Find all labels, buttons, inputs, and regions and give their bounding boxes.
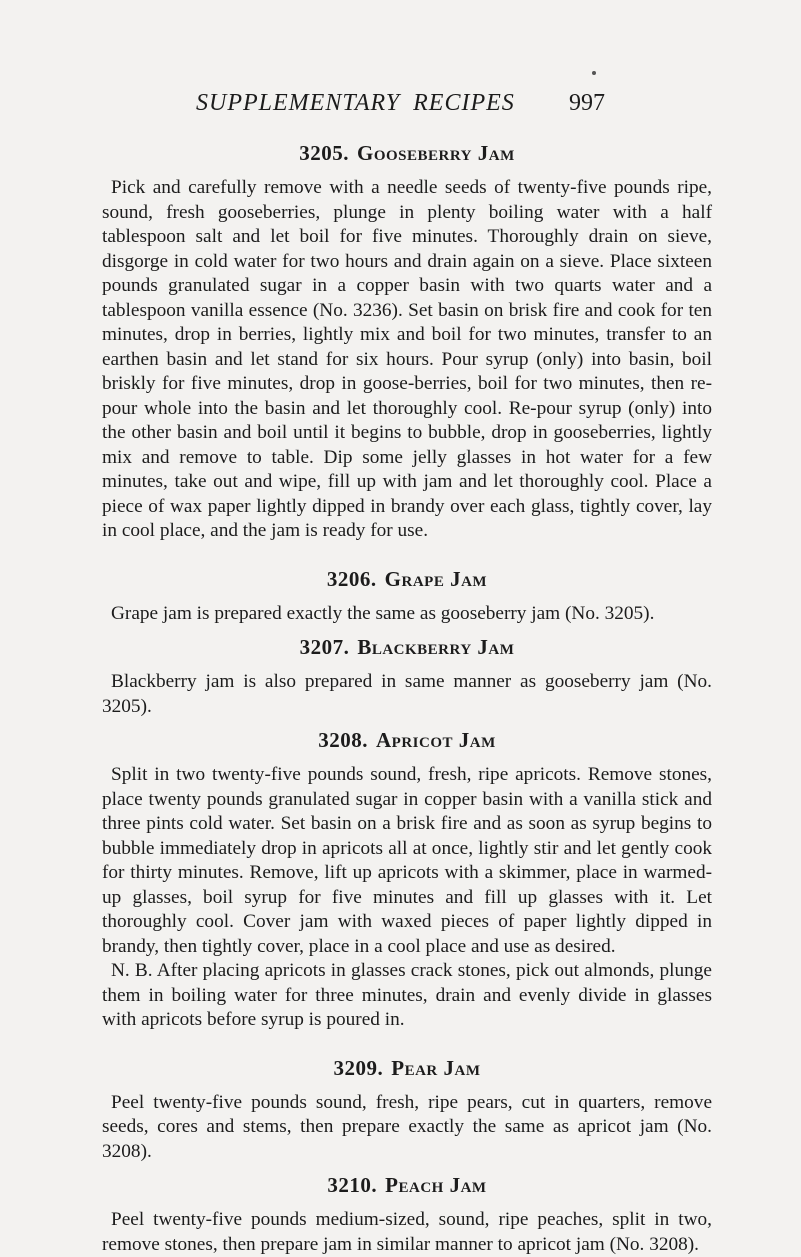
running-title: SUPPLEMENTARY RECIPES bbox=[196, 90, 515, 116]
recipe-number: 3208. bbox=[318, 728, 368, 752]
recipe-name: Apricot Jam bbox=[376, 728, 496, 752]
recipe-note: N. B. After placing apricots in glasses crack stones, pick out almonds, plunge them in boiling water for three minutes, drain and evenly divide in glasses with apricots before syrup is poured in. bbox=[102, 960, 712, 1030]
recipe-blackberry-jam bbox=[102, 634, 712, 719]
recipe-text-block bbox=[102, 140, 712, 1257]
recipe-number: 3206. bbox=[326, 566, 377, 591]
recipe-name: Blackberry Jam bbox=[357, 635, 515, 659]
recipe-number: 3207. bbox=[299, 635, 350, 659]
recipe-number: 3210. bbox=[327, 1173, 378, 1197]
recipe-name: Grape Jam bbox=[384, 566, 488, 591]
print-speck bbox=[592, 71, 596, 75]
recipe-name: Pear Jam bbox=[391, 1055, 481, 1080]
recipe-paragraph: Peel twenty-five pounds medium-sized, sound, ripe peaches, split in two, remove stones, then prepare jam in similar manner to apricot jam (No. 3208). bbox=[102, 1209, 712, 1255]
recipe-pear-jam bbox=[102, 1055, 712, 1165]
recipe-title bbox=[102, 566, 712, 592]
recipe-apricot-jam bbox=[102, 727, 712, 1033]
recipe-paragraph: Split in two twenty-five pounds sound, fresh, ripe apricots. Remove stones, place twenty pounds granulated sugar in copper basin with a vanilla stick and three pints cold water. Set basin on a brisk fire and as soon as syrup begins to bubble immediately drop in apricots all at once, lightly stir and let gently cook for thirty minutes. Remove, lift up apricots with a skimmer, place in warmed-up glasses, boil syrup for five minutes and fill up glasses with it. Let thoroughly cool. Cover jam with waxed pieces of paper lightly dipped in brandy, then tightly cover, place in a cool place and use as desired. bbox=[102, 764, 712, 957]
recipe-title bbox=[102, 140, 712, 166]
recipe-name: Gooseberry Jam bbox=[357, 141, 515, 165]
recipe-name: Peach Jam bbox=[385, 1173, 487, 1197]
recipe-peach-jam bbox=[102, 1172, 712, 1257]
recipe-paragraph: Grape jam is prepared exactly the same as gooseberry jam (No. 3205). bbox=[111, 602, 655, 624]
recipe-title bbox=[102, 1172, 712, 1198]
recipe-gooseberry-jam bbox=[102, 140, 712, 544]
recipe-number: 3205. bbox=[299, 141, 349, 165]
recipe-grape-jam bbox=[102, 566, 712, 627]
recipe-paragraph: Blackberry jam is also prepared in same manner as gooseberry jam (No. 3205). bbox=[102, 671, 712, 717]
recipe-title bbox=[102, 1055, 712, 1081]
recipe-paragraph: Pick and carefully remove with a needle seeds of twenty-five pounds ripe, sound, fresh gooseberries, plunge in plenty boiling water with a half tablespoon salt and let boil for five minutes. Thoroughly drain on sieve, disgorge in cold water for two hours and drain again on a sieve. Place sixteen pounds granulated sugar in a copper basin with two quarts water and a tablespoon vanilla essence (No. 3236). Set basin on brisk fire and cook for ten minutes, drop in berries, lightly mix and boil for two minutes, transfer to an earthen basin and let stand for six hours. Pour syrup (only) into basin, boil briskly for five minutes, drop in goose-berries, boil for two minutes, then re-pour whole into the basin and let thoroughly cool. Re-pour syrup (only) into the other basin and boil until it begins to bubble, drop in gooseberries, lightly mix and remove to table. Dip some jelly glasses in hot water for a few minutes, take out and wipe, fill up with jam and let thoroughly cool. Place a piece of wax paper lightly dipped in brandy over each glass, tightly cover, lay in cool place, and the jam is ready for use. bbox=[102, 177, 712, 541]
page-number: 997 bbox=[569, 90, 605, 116]
recipe-number: 3209. bbox=[333, 1055, 384, 1080]
recipe-paragraph: Peel twenty-five pounds sound, fresh, ripe pears, cut in quarters, remove seeds, cores and stems, then prepare exactly the same as apricot jam (No. 3208). bbox=[102, 1091, 712, 1162]
recipe-title bbox=[102, 634, 712, 660]
recipe-title bbox=[102, 727, 712, 753]
